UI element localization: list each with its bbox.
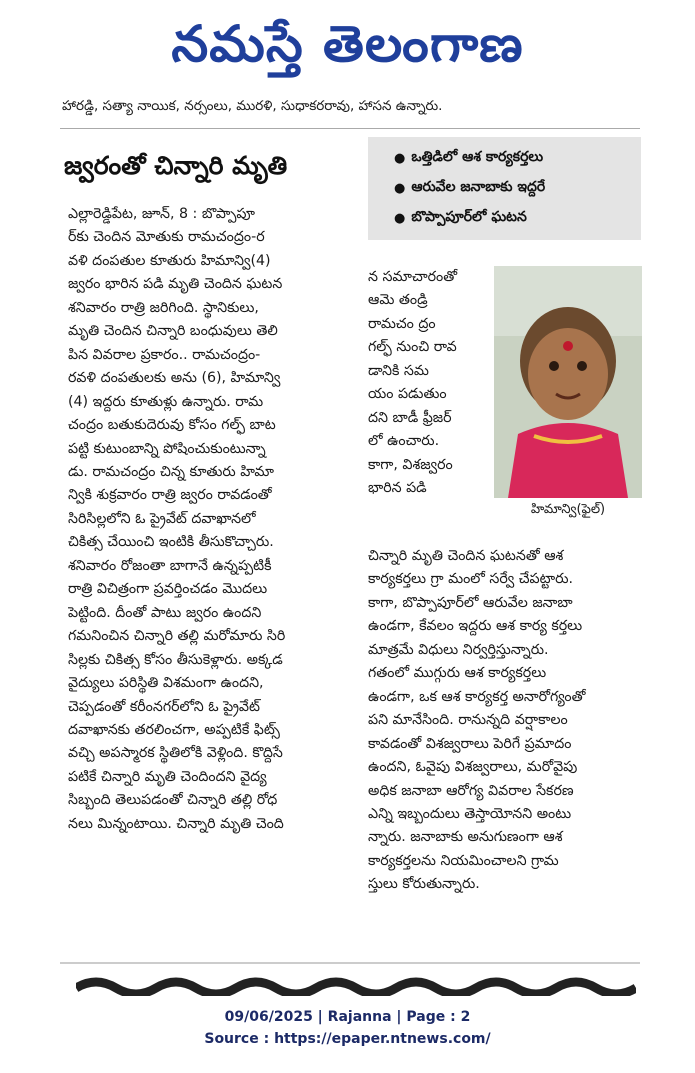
- bullet-icon: ●: [394, 180, 406, 196]
- article-line: మాత్రమే విధులు నిర్వర్తిస్తున్నారు.: [368, 641, 549, 658]
- highlight-text: బొప్పాపూర్‌లో ఘటన: [411, 208, 527, 225]
- article-line: సిరిసిల్లలోని ఓ ప్రైవేట్ దవాఖానలో: [68, 510, 256, 527]
- article-line: న్నారు. జనాబాకు అనుగుణంగా ఆశ: [368, 829, 563, 846]
- article-line: వైద్యులు పరిస్థితి విశమంగా ఉందని,: [68, 675, 264, 692]
- article-line: కావడంతో విశజ్వరాలు పెరిగే ప్రమాదం: [368, 735, 572, 752]
- article-line: స్తులు కోరుతున్నారు.: [368, 876, 480, 893]
- article-line: నలు మిన్నంటాయి. చిన్నారి మృతి చెంది: [68, 815, 284, 832]
- highlight-text: ఆరువేల జనాబాకు ఇద్దరే: [411, 178, 546, 195]
- divider: [60, 128, 640, 129]
- article-line: ర్‌కు చెందిన మోతుకు రామచంద్రం-ర: [68, 229, 265, 246]
- previous-article-tail: హారడ్డి, సత్యా నాయిక, నర్సంలు, మురళి, సుధాకరరావు, హాసన ఉన్నారు.: [62, 98, 443, 114]
- article-column-left: [68, 203, 340, 836]
- child-photo: [494, 266, 642, 498]
- article-line: కాగా, బొప్పాపూర్‌లో ఆరువేల జనాబా: [368, 594, 573, 611]
- article-line: ఉందని, ఓవైపు విశజ్వరాలు, మరోవైపు: [368, 759, 578, 776]
- newspaper-logo: నమస్తే తెలంగాణ: [171, 15, 524, 73]
- article-line: ఆమె తండ్రి: [368, 292, 428, 309]
- article-line: ఎల్లారెడ్డిపేట, జూన్, 8 : బొప్పాపూ: [68, 206, 255, 222]
- article-line: వళి దంపతుల కూతురు హిమాన్వి(4): [68, 252, 271, 269]
- article-line: చిన్నారి మృతి చెందిన ఘటనతో ఆశ: [368, 548, 564, 564]
- highlight-item: [368, 203, 641, 233]
- bullet-icon: ●: [394, 210, 406, 226]
- article-line: చికిత్స చేయించి ఇంటికి తీసుకొచ్చారు.: [68, 534, 274, 551]
- article-line: ఉండగా, ఒక ఆశ కార్యకర్త అనారోగ్యంతో: [368, 688, 586, 705]
- article-headline: జ్వరంతో చిన్నారి మృతి: [64, 151, 288, 180]
- article-line: మృతి చెందిన చిన్నారి బంధువులు తెలి: [68, 323, 278, 340]
- highlights-box: [368, 137, 641, 240]
- article-line: శనివారం రాత్రి జరిగింది. స్థానికులు,: [68, 299, 259, 316]
- article-line: రామచం ద్రం: [368, 315, 436, 332]
- article-line: దవాఖానకు తరలించగా, అప్పటికే ఫిట్స్: [68, 721, 280, 738]
- article-line: పెట్టింది. దీంతో పాటు జ్వరం ఉందని: [68, 604, 262, 621]
- article-line: రవళి దంపతులకు అను (6), హిమాన్వి: [68, 370, 281, 387]
- article-line: ఎన్ని ఇబ్బందులు తెస్తాయోనని అంటు: [368, 805, 572, 822]
- article-line: డానికి సమ: [368, 362, 429, 379]
- article-line: పట్టి కుటుంబాన్ని పోషించుకుంటున్నా: [68, 440, 266, 457]
- masthead: [0, 0, 695, 90]
- highlight-item: [368, 173, 641, 203]
- bullet-icon: ●: [394, 150, 406, 166]
- article-line: కాగా, విశజ్వరం: [368, 456, 453, 473]
- article-line: సిల్లకు చికిత్స కోసం తీసుకెళ్లారు. అక్కడ: [68, 651, 283, 668]
- article-line: భారిన పడి: [368, 480, 427, 497]
- next-article-cut-headline: [76, 976, 636, 996]
- article-line: జ్వరం భారిన పడి మృతి చెందిన ఘటన: [68, 276, 283, 293]
- article-line: లో ఉంచారు.: [368, 433, 440, 450]
- article-line: అధిక జనాబా ఆరోగ్య వివరాల సేకరణ: [368, 782, 574, 799]
- article-line: గతంలో ముగ్గురు ఆశ కార్యకర్తలు: [368, 665, 547, 682]
- highlight-text: ఒత్తిడిలో ఆశ కార్యకర్తలు: [411, 148, 544, 165]
- article-line: గల్ఫ్ నుంచి రావ: [368, 339, 457, 356]
- photo-caption: హిమాన్వి(ఫైల్): [530, 502, 606, 517]
- article-line: కార్యకర్తలు గ్రా మంలో సర్వే చేపట్టారు.: [368, 571, 573, 588]
- article-line: సిబ్బంది తెలుపడంతో చిన్నారి తల్లి రోధ: [68, 792, 278, 809]
- article-line: వచ్చి అపస్మారక స్థితిలోకి వెళ్లింది. కొద్దిసే: [68, 745, 283, 762]
- article-line: ఉండగా, కేవలం ఇద్దరు ఆశ కార్య కర్తలు: [368, 618, 583, 635]
- article-line: శనివారం రోజంతా బాగానే ఉన్నప్పటికీ: [68, 557, 272, 574]
- article-line: పిన వివరాల ప్రకారం.. రామచంద్రం-: [68, 346, 261, 363]
- article-column-narrow: [368, 266, 486, 501]
- article-line: న సమాచారంతో: [368, 269, 458, 285]
- article-line: (4) ఇద్దరు కూతుళ్లు ఉన్నారు. రామ: [68, 393, 264, 410]
- article-line: రాత్రి విచిత్రంగా ప్రవర్తించడం మొదలు: [68, 581, 268, 598]
- divider: [60, 962, 640, 964]
- article-line: డు. రామచంద్రం చిన్న కూతురు హిమా: [68, 463, 274, 480]
- article-line: గమనించిన చిన్నారి తల్లి మరోమారు సిరి: [68, 628, 286, 645]
- article-line: కార్యకర్తలను నియమించాలని గ్రామ: [368, 852, 559, 869]
- highlight-item: [368, 143, 641, 173]
- article-line: న్వికి శుక్రవారం రాత్రి జ్వరం రావడంతో: [68, 487, 272, 504]
- article-line: యం పడుతుం: [368, 386, 447, 403]
- article-column-right: [368, 545, 643, 897]
- article-line: దని బాడీ ఫ్రీజర్: [368, 409, 452, 426]
- footer-source: Source : https://epaper.ntnews.com/: [204, 1031, 491, 1047]
- article-line: చెప్పడంతో కరీంనగర్‌లోని ఓ ప్రైవేట్: [68, 698, 260, 715]
- article-line: పటికే చిన్నారి మృతి చెందిందని వైద్య: [68, 768, 267, 785]
- article-line: చంద్రం బతుకుదెరువు కోసం గల్ఫ్ బాట: [68, 417, 276, 434]
- footer-edition-info: 09/06/2025 | Rajanna | Page : 2: [224, 1009, 471, 1025]
- article-line: పని మానేసింది. రానున్నది వర్షాకాలం: [368, 712, 568, 729]
